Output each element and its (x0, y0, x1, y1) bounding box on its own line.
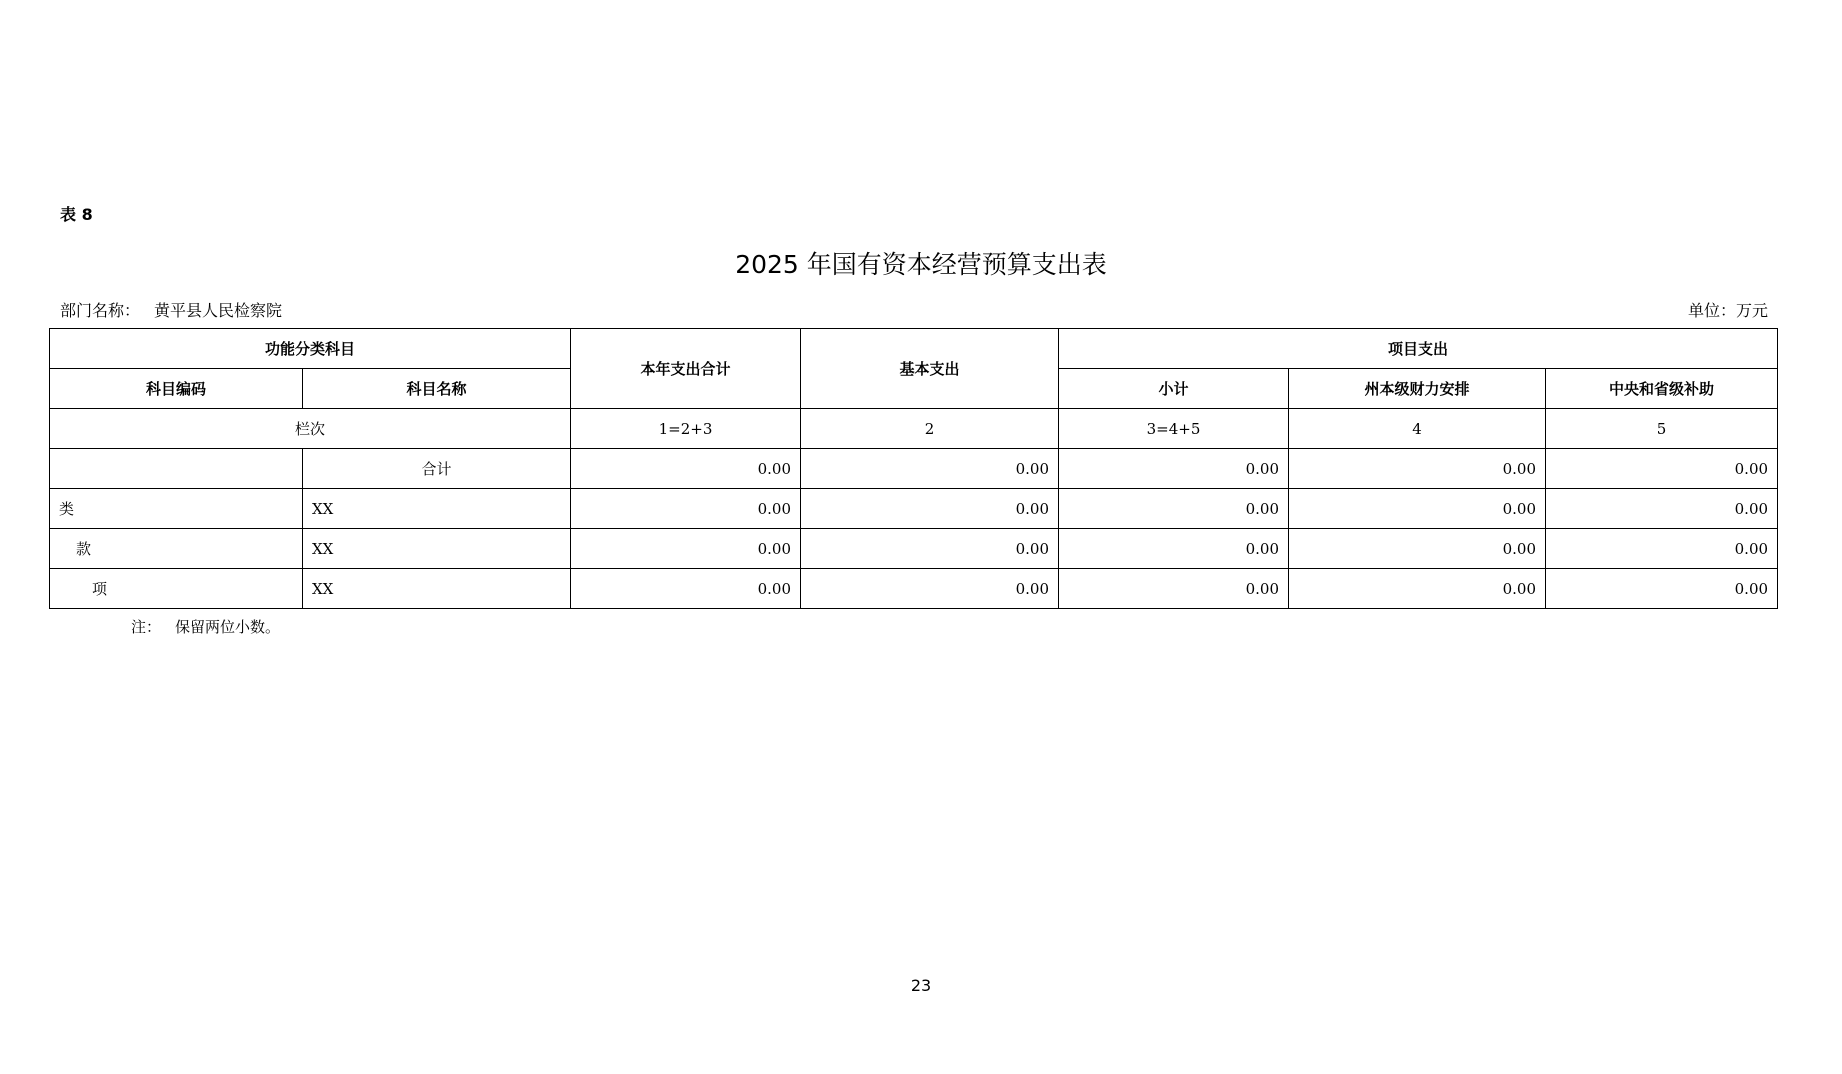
row-basic: 0.00 (801, 489, 1059, 529)
column-index-subtotal: 3=4+5 (1059, 409, 1289, 449)
column-index-basic: 2 (801, 409, 1059, 449)
row-state-level: 0.00 (1289, 529, 1546, 569)
column-index-total: 1=2+3 (571, 409, 801, 449)
row-subtotal: 0.00 (1059, 489, 1289, 529)
budget-table (49, 328, 1778, 609)
row-subtotal: 0.00 (1059, 529, 1289, 569)
page-number: 23 (910, 976, 932, 995)
row-central-provincial: 0.00 (1546, 489, 1778, 529)
row-code (50, 449, 303, 489)
table-row (50, 569, 1778, 609)
row-central-provincial: 0.00 (1546, 569, 1778, 609)
department-name: 黄平县人民检察院 (154, 301, 283, 320)
column-index-state-level: 4 (1289, 409, 1546, 449)
row-subtotal: 0.00 (1059, 569, 1289, 609)
note-label: 注： (131, 618, 162, 636)
header-name: 科目名称 (303, 369, 571, 409)
header-code: 科目编码 (50, 369, 303, 409)
row-name: 合计 (303, 449, 571, 489)
row-total: 0.00 (571, 529, 801, 569)
row-name: XX (303, 529, 571, 569)
row-total: 0.00 (571, 489, 801, 529)
column-index-row (50, 409, 1778, 449)
row-basic: 0.00 (801, 449, 1059, 489)
row-basic: 0.00 (801, 569, 1059, 609)
header-row-1 (50, 329, 1778, 369)
row-total: 0.00 (571, 569, 801, 609)
header-functional-group: 功能分类科目 (50, 329, 571, 369)
header-central-provincial: 中央和省级补助 (1546, 369, 1778, 409)
row-state-level: 0.00 (1289, 489, 1546, 529)
row-basic: 0.00 (801, 529, 1059, 569)
header-project-group: 项目支出 (1059, 329, 1778, 369)
row-code: 款 (50, 529, 303, 569)
department-label: 部门名称： (60, 301, 141, 320)
unit-label: 单位：万元 (1687, 301, 1768, 320)
department-line (60, 298, 282, 321)
row-subtotal: 0.00 (1059, 449, 1289, 489)
table-row (50, 449, 1778, 489)
note-text: 保留两位小数。 (175, 618, 281, 636)
header-state-level: 州本级财力安排 (1289, 369, 1546, 409)
row-name: XX (303, 569, 571, 609)
row-name: XX (303, 489, 571, 529)
table-row (50, 489, 1778, 529)
table-row (50, 529, 1778, 569)
row-state-level: 0.00 (1289, 449, 1546, 489)
column-index-central-provincial: 5 (1546, 409, 1778, 449)
table-note (131, 616, 280, 637)
header-basic: 基本支出 (801, 329, 1059, 409)
row-total: 0.00 (571, 449, 801, 489)
row-code: 类 (50, 489, 303, 529)
header-total: 本年支出合计 (571, 329, 801, 409)
column-index-label: 栏次 (50, 409, 571, 449)
row-central-provincial: 0.00 (1546, 449, 1778, 489)
table-number: 表 8 (60, 205, 93, 224)
row-state-level: 0.00 (1289, 569, 1546, 609)
row-central-provincial: 0.00 (1546, 529, 1778, 569)
row-code: 项 (50, 569, 303, 609)
header-subtotal: 小计 (1059, 369, 1289, 409)
page-title: 2025 年国有资本经营预算支出表 (735, 250, 1107, 279)
